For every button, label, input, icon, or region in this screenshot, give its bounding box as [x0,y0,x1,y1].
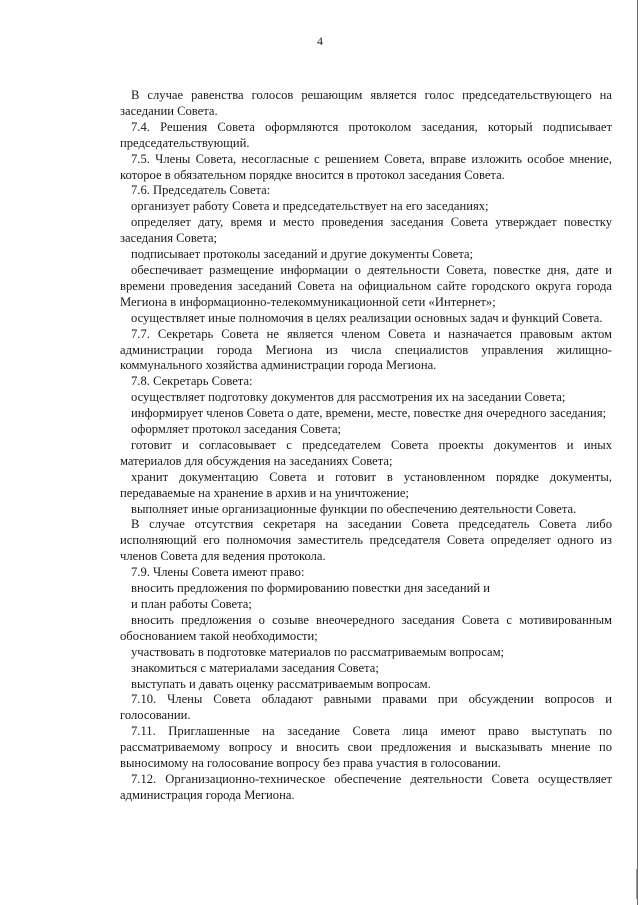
paragraph: обеспечивает размещение информации о деятельности Совета, повестке дня, дате и времени проведения заседаний Совета на официальном сайте городского округа города Мегиона в информационно-телекоммуникационной сети «Интернет»; [120,262,612,309]
paragraph: 7.11. Приглашенные на заседание Совета лица имеют право выступать по рассматриваемому вопросу и вносить свои предложения и высказывать мнение по выносимому на голосование вопросу без права участия в голосовании. [120,724,612,771]
paragraph: выступать и давать оценку рассматриваемым вопросам. [131,676,431,691]
paragraph: и план работы Совета; [131,597,252,611]
page-number: 4 [317,34,323,48]
paragraph: участвовать в подготовке материалов по рассматриваемым вопросам; [131,644,505,659]
paragraph: хранит документацию Совета и готовит в установленном порядке документы, передаваемые на хранение в архив и на уничтожение; [120,469,612,500]
paragraph: осуществляет подготовку документов для рассмотрения их на заседании Совета; [131,390,566,405]
paragraph: 7.8. Секретарь Совета: [131,374,253,389]
paragraph: 7.6. Председатель Совета: [131,183,271,198]
paragraph: знакомиться с материалами заседания Совета; [131,660,379,675]
paragraph: организует работу Совета и председательствует на его заседаниях; [131,199,489,214]
paragraph: В случае отсутствия секретаря на заседании Совета председатель Совета либо исполняющий его полномочия заместитель председателя Совета определяет одного из членов Совета для ведения протокола. [120,517,612,564]
paragraph: информирует членов Совета о дате, времени, месте, повестке дня очередного заседания; [131,406,607,421]
paragraph: 7.5. Члены Совета, несогласные с решением Совета, вправе изложить особое мнение, которое в обязательном порядке вносится в протокол заседания Совета. [120,151,612,182]
paragraph: готовит и согласовывает с председателем Совета проекты документов и иных материалов для обсуждения на заседаниях Совета; [120,437,612,468]
paragraph: определяет дату, время и место проведения заседания Совета утверждает повестку заседания Совета; [120,215,612,246]
paragraph: оформляет протокол заседания Совета; [131,422,342,437]
paragraph: 7.10. Члены Совета обладают равными правами при обсуждении вопросов и голосовании. [120,692,612,723]
paragraph: 7.4. Решения Совета оформляются протоколом заседания, который подписывает председательствующий. [120,119,612,150]
paragraph: подписывает протоколы заседаний и другие документы Совета; [131,247,474,262]
paragraph: вносить предложения о созыве внеочередного заседания Совета с мотивированным обоснованием такой необходимости; [120,612,612,643]
scan-mark [636,869,637,899]
paragraph: В случае равенства голосов решающим является голос председательствующего на заседании Совета. [120,88,612,118]
paragraph: 7.9. Члены Совета имеют право: [131,565,305,580]
document-body [120,88,612,804]
paragraph: 7.12. Организационно-техническое обеспечение деятельности Совета осуществляет администрация города Мегиона. [120,771,612,802]
paragraph: вносить предложения по формированию повестки дня заседаний и [131,581,490,596]
paragraph: осуществляет иные полномочия в целях реализации основных задач и функций Совета. [131,310,603,325]
paragraph: выполняет иные организационные функции по обеспечению деятельности Совета. [131,501,577,516]
paragraph: 7.7. Секретарь Совета не является членом Совета и назначается правовым актом администрации города Мегиона из числа специалистов управления жилищно-коммунального хозяйства администрации города Мегиона. [120,326,612,373]
scan-edge [637,0,638,905]
